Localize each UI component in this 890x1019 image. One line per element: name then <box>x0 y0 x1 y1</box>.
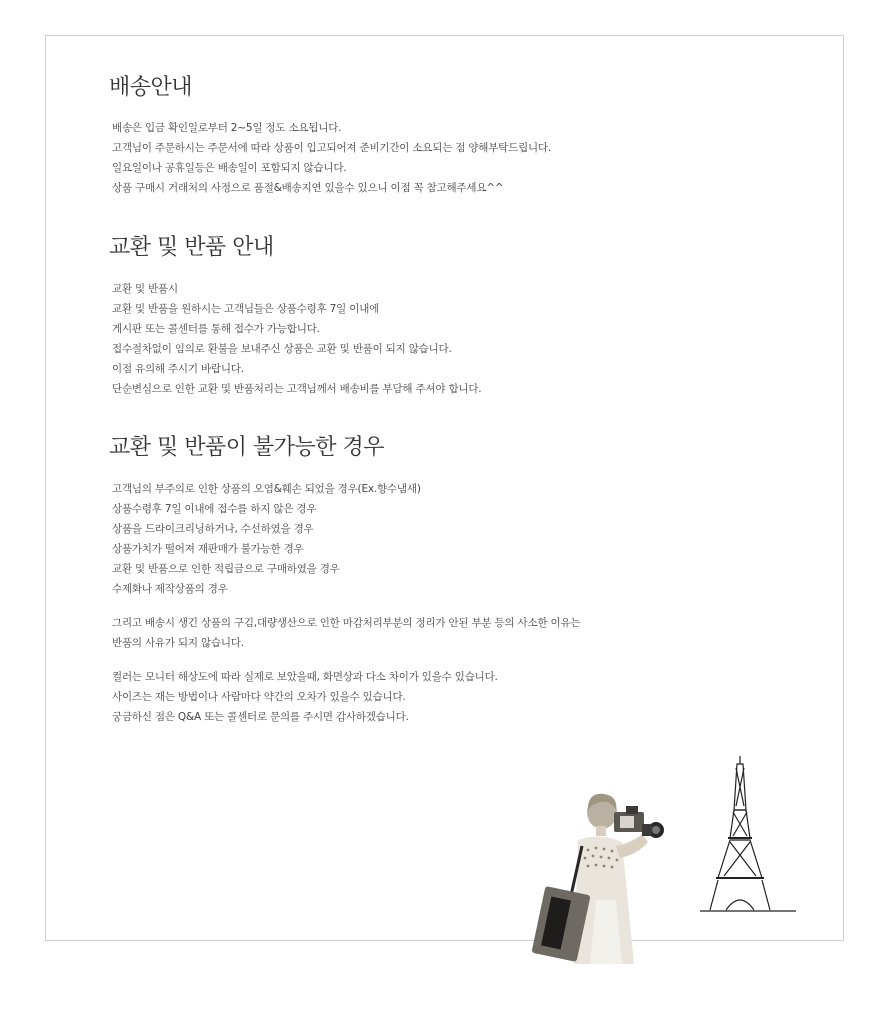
woman-with-camera-icon <box>531 794 664 964</box>
shipping-line: 일요일이나 공휴일등은 배송일이 포함되지 않습니다. <box>112 162 347 174</box>
shipping-line: 상품 구매시 거래처의 사정으로 품절&배송지연 있을수 있으니 이점 꼭 참고해주세요^^ <box>112 182 504 194</box>
note-line: 그리고 배송시 생긴 상품의 구김,대량생산으로 인한 마감처리부분의 정리가 안된 부분 등의 사소한 이유는 <box>112 617 581 629</box>
exchange-line: 단순변심으로 인한 교환 및 반품처리는 고객님께서 배송비를 부담해 주셔야 합니다. <box>112 383 482 395</box>
decorative-illustration <box>530 750 800 970</box>
exchange-section <box>109 230 481 399</box>
shipping-line: 고객님이 주문하시는 주문서에 따라 상품이 입고되어져 준비기간이 소요되는 점 양해부탁드립니다. <box>112 142 552 154</box>
case-line: 상품가치가 떨어져 재판매가 불가능한 경우 <box>112 543 304 555</box>
case-line: 상품을 드라이크리닝하거나, 수선하였을 경우 <box>112 523 314 535</box>
shipping-section <box>109 70 551 198</box>
exchange-line: 교환 및 반품시 <box>112 283 178 295</box>
shipping-line: 배송은 입금 확인일로부터 2~5일 정도 소요됩니다. <box>112 122 342 134</box>
not-allowed-cases <box>109 479 580 727</box>
case-line: 교환 및 반품으로 인한 적립금으로 구매하였을 경우 <box>112 563 340 575</box>
exchange-line: 교환 및 반품을 원하시는 고객님들은 상품수령후 7일 이내에 <box>112 303 380 315</box>
extra-line: 궁금하신 점은 Q&A 또는 콜센터로 문의를 주시면 감사하겠습니다. <box>112 711 409 723</box>
extra-line: 컬러는 모니터 해상도에 따라 실제로 보았을때, 화면상과 다소 차이가 있을수 있습니다. <box>112 671 498 683</box>
case-line: 수제화나 제작상품의 경우 <box>112 583 228 595</box>
eiffel-tower-icon <box>700 756 796 911</box>
exchange-line: 접수절차없이 임의로 환불을 보내주신 상품은 교환 및 반품이 되지 않습니다. <box>112 343 452 355</box>
case-line: 고객님의 부주의로 인한 상품의 오염&훼손 되었을 경우(Ex.향수냄새) <box>112 483 421 495</box>
shipping-lines <box>109 118 551 198</box>
exchange-line: 게시판 또는 콜센터를 통해 접수가 가능합니다. <box>112 323 320 335</box>
spacer <box>112 653 580 667</box>
exchange-line: 이점 유의해 주시기 바랍니다. <box>112 363 244 375</box>
spacer <box>112 599 580 613</box>
exchange-lines <box>109 279 481 399</box>
not-allowed-section <box>109 430 580 727</box>
shipping-title: 배송안내 <box>109 75 193 100</box>
extra-line: 사이즈는 재는 방법이나 사람마다 약간의 오차가 있을수 있습니다. <box>112 691 406 703</box>
not-allowed-title: 교환 및 반품이 불가능한 경우 <box>109 435 384 460</box>
exchange-title: 교환 및 반품 안내 <box>109 235 274 260</box>
note-line: 반품의 사유가 되지 않습니다. <box>112 637 244 649</box>
case-line: 상품수령후 7일 이내에 접수를 하지 않은 경우 <box>112 503 317 515</box>
